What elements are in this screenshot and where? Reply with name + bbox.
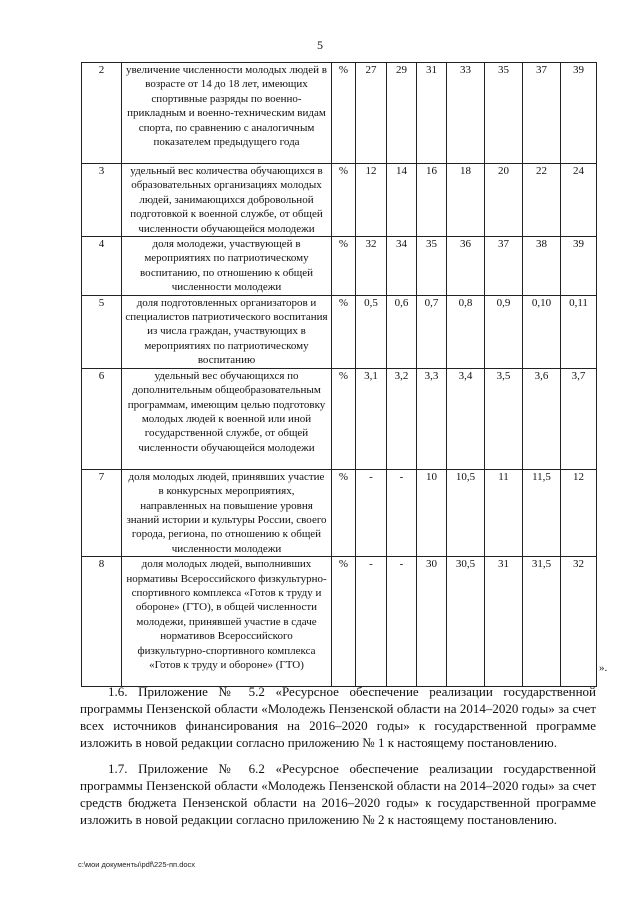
table-row <box>82 469 597 556</box>
table-row <box>82 63 597 164</box>
value-cell: 0,9 <box>485 295 523 368</box>
indicator-description-cell: доля молодежи, участвующей в мероприятиях по патриотическому воспитанию, по отношению к общей численности молодежи <box>122 237 332 296</box>
value-cell: 0,8 <box>447 295 485 368</box>
indicator-description-cell: доля молодых людей, принявших участие в конкурсных мероприятиях, направленных на повышение уровня знаний истории и культуры России, своего города, региона, по отношению к общей численности молодежи <box>122 469 332 556</box>
row-number-cell: 4 <box>82 237 122 296</box>
unit-cell: % <box>332 295 356 368</box>
value-cell: 12 <box>561 469 597 556</box>
value-cell: 0,5 <box>356 295 387 368</box>
value-cell: 31,5 <box>523 557 561 687</box>
value-cell: 36 <box>447 237 485 296</box>
value-cell: 20 <box>485 164 523 237</box>
value-cell: 11 <box>485 469 523 556</box>
value-cell: 24 <box>561 164 597 237</box>
value-cell: 37 <box>523 63 561 164</box>
value-cell: 18 <box>447 164 485 237</box>
value-cell: 30,5 <box>447 557 485 687</box>
closing-quote: ». <box>599 662 608 674</box>
value-cell: 37 <box>485 237 523 296</box>
row-number-cell: 6 <box>82 368 122 469</box>
value-cell: - <box>387 469 417 556</box>
table-row <box>82 164 597 237</box>
value-cell: 10 <box>417 469 447 556</box>
value-cell: 35 <box>485 63 523 164</box>
value-cell: 14 <box>387 164 417 237</box>
paragraph-text: 1.6. Приложение № 5.2 «Ресурсное обеспечение реализации государственной программы Пензенской области «Молодежь Пензенской области на 2014–2020 годы» за счет всех источников финансирования на 2016–2020 годы» к государственной программе изложить в новой редакции согласно приложению № 1 к настоящему постановлению. <box>80 684 596 750</box>
value-cell: 39 <box>561 237 597 296</box>
value-cell: 11,5 <box>523 469 561 556</box>
value-cell: 33 <box>447 63 485 164</box>
value-cell: 31 <box>417 63 447 164</box>
value-cell: 3,2 <box>387 368 417 469</box>
unit-cell: % <box>332 164 356 237</box>
value-cell: 27 <box>356 63 387 164</box>
value-cell: 35 <box>417 237 447 296</box>
indicator-description-cell: удельный вес обучающихся по дополнительным общеобразовательным программам, имеющим целью подготовку молодых людей к военной или иной государственной службе, от общей численности обучающейся молодежи <box>122 368 332 469</box>
value-cell: 3,7 <box>561 368 597 469</box>
value-cell: 16 <box>417 164 447 237</box>
unit-cell: % <box>332 63 356 164</box>
row-number-cell: 5 <box>82 295 122 368</box>
paragraph-text: 1.7. Приложение № 6.2 «Ресурсное обеспечение реализации государственной программы Пензенской области «Молодежь Пензенской области на 2014–2020 годы» за счет средств бюджета Пензенской области на 2016–2020 годы» к государственной программе изложить в новой редакции согласно приложению № 2 к настоящему постановлению. <box>80 761 596 827</box>
table-row <box>82 557 597 687</box>
value-cell: 30 <box>417 557 447 687</box>
indicator-description-cell: увеличение численности молодых людей в возрасте от 14 до 18 лет, имеющих спортивные разряды по военно-прикладным и военно-техническим видам спорта, по сравнению с аналогичным показателем предыдущего года <box>122 63 332 164</box>
table-row <box>82 237 597 296</box>
value-cell: 0,10 <box>523 295 561 368</box>
indicator-description-cell: доля подготовленных организаторов и специалистов патриотического воспитания из числа граждан, участвующих в мероприятиях по патриотическому воспитанию <box>122 295 332 368</box>
value-cell: 0,6 <box>387 295 417 368</box>
unit-cell: % <box>332 237 356 296</box>
value-cell: - <box>356 469 387 556</box>
row-number-cell: 8 <box>82 557 122 687</box>
page-number: 5 <box>317 38 323 52</box>
value-cell: - <box>387 557 417 687</box>
paragraph-1-7 <box>80 760 596 828</box>
table-row <box>82 368 597 469</box>
value-cell: 10,5 <box>447 469 485 556</box>
value-cell: 3,3 <box>417 368 447 469</box>
unit-cell: % <box>332 469 356 556</box>
indicators-table <box>81 62 597 687</box>
value-cell: 32 <box>356 237 387 296</box>
value-cell: 3,5 <box>485 368 523 469</box>
value-cell: 31 <box>485 557 523 687</box>
row-number-cell: 7 <box>82 469 122 556</box>
indicator-description-cell: удельный вес количества обучающихся в образовательных организациях молодых людей, занимающихся добровольной подготовкой к военной службе, от общей численности обучающейся молодежи <box>122 164 332 237</box>
file-path-footer: c:\мои документы\pdf\225-пп.docx <box>78 860 196 869</box>
value-cell: 0,11 <box>561 295 597 368</box>
table-row <box>82 295 597 368</box>
value-cell: 34 <box>387 237 417 296</box>
value-cell: 39 <box>561 63 597 164</box>
indicator-description-cell: доля молодых людей, выполнивших нормативы Всероссийского физкультурно-спортивного комплекса «Готов к труду и обороне» (ГТО), в общей численности молодежи, принявшей участие в сдаче нормативов Всероссийского физкультурно-спортивного комплекса «Готов к труду и обороне» (ГТО) <box>122 557 332 687</box>
row-number-cell: 2 <box>82 63 122 164</box>
unit-cell: % <box>332 368 356 469</box>
row-number-cell: 3 <box>82 164 122 237</box>
value-cell: 3,4 <box>447 368 485 469</box>
value-cell: 0,7 <box>417 295 447 368</box>
table-body <box>82 63 597 687</box>
value-cell: 29 <box>387 63 417 164</box>
paragraph-1-6 <box>80 683 596 751</box>
value-cell: 3,6 <box>523 368 561 469</box>
value-cell: 12 <box>356 164 387 237</box>
value-cell: 3,1 <box>356 368 387 469</box>
value-cell: 38 <box>523 237 561 296</box>
unit-cell: % <box>332 557 356 687</box>
value-cell: 32 <box>561 557 597 687</box>
value-cell: 22 <box>523 164 561 237</box>
value-cell: - <box>356 557 387 687</box>
